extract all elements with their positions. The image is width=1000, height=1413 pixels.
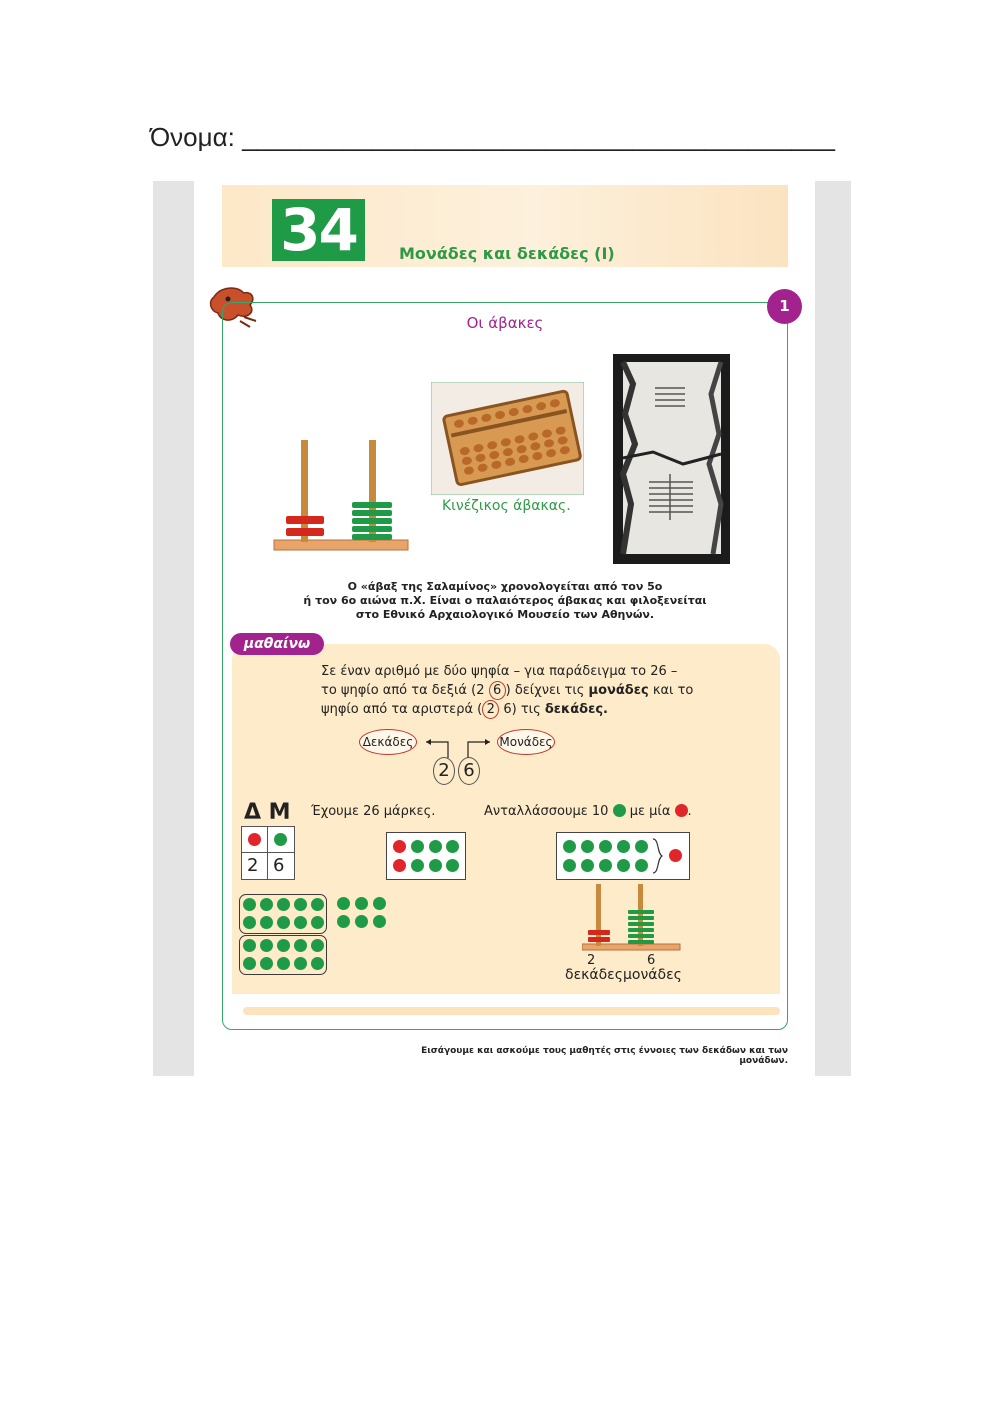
green-counter-icon [411, 859, 424, 872]
learn-tab: μαθαίνω [230, 633, 324, 655]
chinese-abacus-photo [431, 382, 584, 495]
abacus-ones-value: 6 [647, 953, 656, 968]
lesson-number: 34 [272, 199, 365, 261]
ones-oval: Μονάδες [497, 729, 555, 755]
brace-icon [651, 837, 665, 875]
red-counter-icon [393, 859, 406, 872]
green-counter-icon [411, 840, 424, 853]
name-label: Όνομα: [150, 122, 235, 152]
salamis-info [280, 580, 730, 622]
learn-line-1: Σε έναν αριθμό με δύο ψηφία – για παράδειγμα το 26 – [321, 664, 678, 679]
abacus-tens-value: 2 [587, 953, 596, 968]
footnote: Εισάγουμε και ασκούμε τους μαθητές στις έννοιες των δεκάδων και των μονάδων. [421, 1046, 788, 1066]
arrows-icon [418, 730, 498, 760]
learn-line-2: το ψηφίο από τα δεξιά (2 6 ) δείχνει τις μονάδες και το [321, 683, 694, 698]
simple-abacus-image [272, 436, 410, 554]
footer-strip [243, 1007, 780, 1015]
group-of-ten [239, 935, 327, 975]
green-counter-icon [429, 840, 442, 853]
green-counter-icon [613, 804, 626, 817]
red-counter-icon [669, 849, 682, 862]
red-counter-icon [248, 833, 261, 846]
tens-term: δεκάδες. [544, 702, 608, 717]
learn-paragraph [321, 662, 741, 719]
tens-oval: Δεκάδες [359, 729, 417, 755]
scan-margin-right [815, 181, 851, 1076]
green-counter-icon [446, 840, 459, 853]
info-line: στο Εθνικό Αρχαιολογικό Μουσείο των Αθηνών. [355, 608, 655, 621]
activity-badge: 1 [767, 289, 802, 324]
red-counter-icon [393, 840, 406, 853]
ones-digit: 6 [273, 855, 285, 876]
circled-digit-ones: 6 [489, 681, 506, 700]
counters-card [386, 832, 466, 880]
chinese-abacus-caption: Κινέζικος άβακας. [442, 498, 571, 514]
red-counter-icon [675, 804, 688, 817]
place-value-table [241, 826, 295, 880]
have-counters-text: Έχουμε 26 μάρκες. [311, 804, 436, 819]
salamis-abacus-photo [613, 354, 730, 564]
exchange-text: Ανταλλάσσουμε 10 με μία . [484, 804, 692, 819]
exchange-card [556, 832, 690, 880]
green-counter-icon [429, 859, 442, 872]
ones-term: μονάδες [588, 683, 649, 698]
learn-line-3: ψηφίο από τα αριστερά ( 2 6) τις δεκάδες. [321, 702, 608, 717]
name-field [150, 122, 835, 153]
circled-digit-tens: 2 [482, 700, 499, 719]
digit-tens-circle: 2 [433, 757, 455, 785]
scan-margin-left [153, 181, 194, 1076]
six-loose-counters [337, 897, 393, 933]
abacus-tens-label: δεκάδες [565, 967, 623, 983]
info-line: Ο «άβαξ της Σαλαμίνος» χρονολογείται από τον 5ο [347, 580, 663, 593]
name-blank[interactable]: _________________________________________ [242, 122, 835, 152]
green-counter-icon [446, 859, 459, 872]
section-title: Οι άβακες [466, 314, 544, 332]
group-of-ten [239, 894, 327, 934]
abacus-ones-label: μονάδες [623, 967, 682, 983]
digit-ones-circle: 6 [458, 757, 480, 785]
info-line: ή τον 6ο αιώνα π.Χ. Είναι ο παλαιότερος άβακας και φιλοξενείται [303, 594, 707, 607]
lesson-title: Μονάδες και δεκάδες (Ι) [399, 244, 615, 263]
place-value-header: Δ Μ [244, 800, 291, 825]
tens-digit: 2 [247, 855, 259, 876]
green-counter-icon [274, 833, 287, 846]
small-abacus-icon [582, 882, 682, 952]
